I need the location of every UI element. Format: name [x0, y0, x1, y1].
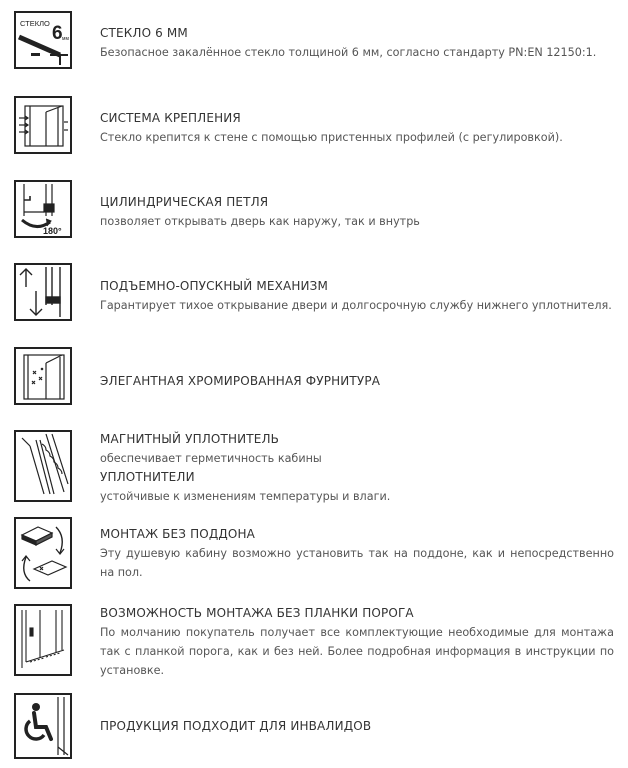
feature-subtitle: УПЛОТНИТЕЛИ [100, 470, 195, 484]
glass-icon-label: СТЕКЛО [20, 19, 50, 28]
feature-title: ЦИЛИНДРИЧЕСКАЯ ПЕТЛЯ [100, 195, 269, 209]
feature-title: МОНТАЖ БЕЗ ПОДДОНА [100, 527, 256, 541]
magnetic-seal-icon [14, 430, 72, 502]
feature-title: ПРОДУКЦИЯ ПОДХОДИТ ДЛЯ ИНВАЛИДОВ [100, 719, 372, 733]
no-tray-install-icon [14, 517, 72, 589]
feature-description-secondary: устойчивые к изменениям температуры и влаги. [100, 490, 391, 503]
cylindrical-hinge-icon [14, 180, 72, 238]
feature-title: ПОДЪЕМНО-ОПУСКНЫЙ МЕХАНИЗМ [100, 279, 328, 293]
feature-description: Стекло крепится к стене с помощью пристенных профилей (с регулировкой). [100, 131, 563, 144]
chrome-fittings-icon [14, 347, 72, 405]
no-threshold-install-icon [14, 604, 72, 676]
feature-title: ВОЗМОЖНОСТЬ МОНТАЖА БЕЗ ПЛАНКИ ПОРОГА [100, 606, 414, 620]
feature-description: По молчанию покупатель получает все комплектующие необходимые для монтажа так с планкой порога, как и без ней. Более подробная информация в инструкции по установке. [100, 626, 614, 677]
feature-description: Гарантирует тихое открывание двери и долгосрочную службу нижнего уплотнителя. [100, 299, 612, 312]
feature-title: СИСТЕМА КРЕПЛЕНИЯ [100, 111, 241, 125]
hinge-angle-label: 180° [43, 226, 62, 236]
feature-description: Безопасное закалённое стекло толщиной 6 мм, согласно стандарту PN:EN 12150:1. [100, 46, 597, 59]
mounting-system-icon [14, 96, 72, 154]
glass-icon-unit: мм [62, 36, 69, 42]
feature-description: Эту душевую кабину возможно установить так на поддоне, как и непосредственно на пол. [100, 547, 614, 579]
lift-lower-mechanism-icon [14, 263, 72, 321]
glass-icon-number: 6 [52, 23, 63, 44]
glass-6mm-icon [14, 11, 72, 69]
wheelchair-icon [14, 693, 72, 759]
feature-title: МАГНИТНЫЙ УПЛОТНИТЕЛЬ [100, 432, 280, 446]
feature-title: ЭЛЕГАНТНАЯ ХРОМИРОВАННАЯ ФУРНИТУРА [100, 374, 381, 388]
feature-title: СТЕКЛО 6 ММ [100, 26, 188, 40]
feature-description: позволяет открывать дверь как наружу, так и внутрь [100, 215, 420, 228]
feature-description: обеспечивает герметичность кабины [100, 452, 322, 465]
